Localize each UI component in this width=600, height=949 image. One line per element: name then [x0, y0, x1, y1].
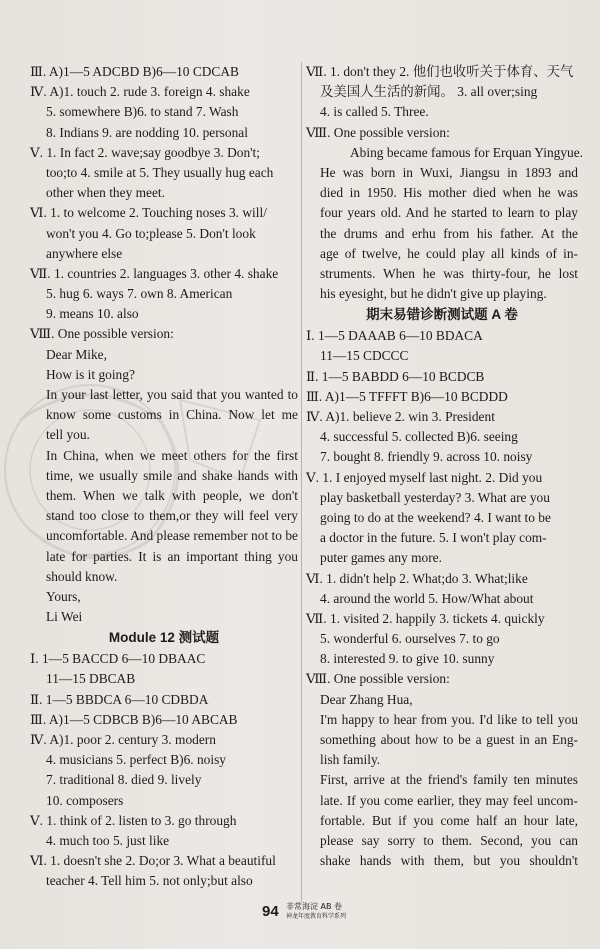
question-group-line: Ⅲ. A)1—5 TFFFT B)6—10 BCDDD: [306, 388, 508, 404]
answer-line: Abing became famous for Erquan Yingyue.: [350, 144, 584, 160]
answer-line: uncomfortable. And please remember not to be: [46, 528, 298, 544]
section-heading: Module 12 测试题: [108, 630, 220, 646]
question-group-line: Ⅷ. One possible version:: [306, 671, 450, 687]
question-group-line: Ⅷ. One possible version:: [306, 124, 450, 140]
question-group-line: Ⅵ. 1. to welcome 2. Touching noses 3. will/: [30, 205, 267, 221]
answer-line: fortable. But if you come half an hour late,: [320, 812, 578, 828]
question-group-line: Ⅴ. 1. think of 2. listen to 3. go through: [30, 812, 237, 828]
answer-line: lish family.: [320, 752, 381, 768]
answer-line: going to do at the weekend? 4. I want to be: [320, 509, 551, 525]
answer-line: please say sorry to them. Second, you can: [320, 832, 578, 848]
question-group-line: Ⅳ. A)1. touch 2. rude 3. foreign 4. shake: [30, 84, 250, 100]
question-group-line: Ⅴ. 1. I enjoyed myself last night. 2. Did you: [306, 469, 543, 485]
answer-line: How is it going?: [46, 366, 135, 382]
answer-line: know some customs in China. Now let me: [46, 407, 298, 423]
right-column: [306, 62, 584, 871]
answer-line: Dear Mike,: [46, 346, 107, 362]
question-group-line: Ⅵ. 1. didn't help 2. What;do 3. What;like: [306, 570, 528, 586]
answer-line: 4. is called 5. Three.: [320, 104, 429, 120]
answer-line: He was born in Wuxi, Jiangsu in 1893 and: [320, 164, 578, 180]
answer-line: anywhere else: [46, 245, 123, 261]
answer-line: First, arrive at the friend's family ten minutes: [320, 772, 578, 788]
answer-line: 4. musicians 5. perfect B)6. noisy: [46, 752, 226, 768]
question-group-line: Ⅷ. One possible version:: [30, 326, 174, 342]
answer-line: 5. hug 6. ways 7. own 8. American: [46, 286, 233, 302]
answer-line: 8. Indians 9. are nodding 10. personal: [46, 124, 248, 140]
answer-line: something about how to be a guest in an Eng-: [320, 732, 578, 747]
answer-line: Dear Zhang Hua,: [320, 691, 413, 707]
answer-line: his eyesight, but he didn't give up playing.: [320, 286, 547, 302]
answer-line: too;to 4. smile at 5. They usually hug each: [46, 164, 274, 180]
answer-line: In China, when we meet others for the first: [46, 447, 298, 463]
answer-line: should know.: [46, 568, 118, 584]
brand-title: 非常海淀 AB 卷: [286, 902, 343, 911]
question-group-line: Ⅲ. A)1—5 CDBCB B)6—10 ABCAB: [30, 711, 238, 727]
answer-line: time, we usually smile and shake hands with: [46, 467, 298, 483]
answer-line: 5. somewhere B)6. to stand 7. Wash: [46, 104, 239, 120]
answer-line: teacher 4. Tell him 5. not only;but also: [46, 873, 253, 889]
answer-line: struments. When he was thirty-four, he lost: [320, 265, 578, 281]
brand-subtitle: 神龙年度教育科学系列: [286, 913, 347, 920]
answer-line: 及美国人生活的新闻。 3. all over;sing: [320, 84, 538, 100]
answer-line: other when they meet.: [46, 185, 165, 201]
answer-line: age of twelve, he could play all kinds of in-: [320, 245, 578, 261]
answer-line: Li Wei: [46, 609, 83, 625]
question-group-line: Ⅰ. 1—5 BACCD 6—10 DBAAC: [30, 651, 206, 667]
question-group-line: Ⅱ. 1—5 BABDD 6—10 BCDCB: [306, 368, 485, 384]
page-number: 94: [262, 903, 279, 920]
answer-line: 7. traditional 8. died 9. lively: [46, 772, 202, 788]
answer-line: stand too close to them,or they will feel very: [46, 508, 298, 524]
answer-line: puter games any more.: [320, 550, 442, 566]
answer-line: 10. composers: [46, 792, 124, 808]
answer-line: 7. bought 8. friendly 9. across 10. noisy: [320, 449, 533, 465]
question-group-line: Ⅲ. A)1—5 ADCBD B)6—10 CDCAB: [30, 64, 239, 79]
question-group-line: Ⅶ. 1. don't they 2. 他们也收听关于体育、天气: [306, 64, 574, 79]
answer-line: a doctor in the future. 5. I won't play com-: [320, 530, 547, 546]
answer-line: shake hands with them, but you shouldn't: [320, 853, 578, 869]
answer-line: late for parties. It is an important thing you: [46, 548, 298, 564]
question-group-line: Ⅱ. 1—5 BBDCA 6—10 CDBDA: [30, 691, 209, 707]
question-group-line: Ⅶ. 1. visited 2. happily 3. tickets 4. quickly: [306, 610, 545, 626]
brand-logo: [286, 902, 346, 922]
column-divider: [301, 62, 302, 902]
answer-line: tell you.: [46, 427, 90, 443]
page-footer: [0, 897, 600, 927]
section-heading: 期末易错诊断测试题 A 卷: [366, 307, 518, 323]
answer-line: In your last letter, you said that you wanted to: [46, 387, 298, 402]
answer-line: 4. around the world 5. How/What about: [320, 590, 534, 606]
answer-line: play basketball yesterday? 3. What are you: [320, 489, 550, 505]
answer-line: 9. means 10. also: [46, 306, 139, 322]
answer-line: late. If you come earlier, they may feel uncom-: [320, 792, 578, 808]
answer-line: 4. successful 5. collected B)6. seeing: [320, 429, 518, 445]
answer-line: 11—15 CDCCC: [320, 348, 409, 364]
answer-line: 5. wonderful 6. ourselves 7. to go: [320, 631, 500, 647]
answer-line: 4. much too 5. just like: [46, 832, 170, 848]
answer-line: 11—15 DBCAB: [46, 671, 136, 687]
question-group-line: Ⅳ. A)1. poor 2. century 3. modern: [30, 732, 216, 747]
answer-line: Yours,: [46, 588, 81, 604]
answer-line: I'm happy to hear from you. I'd like to tell you: [320, 711, 578, 727]
question-group-line: Ⅰ. 1—5 DAAAB 6—10 BDACA: [306, 328, 483, 344]
question-group-line: Ⅵ. 1. doesn't she 2. Do;or 3. What a beautiful: [30, 853, 276, 869]
answer-line: died in 1950. His mother died when he was: [320, 185, 578, 201]
question-group-line: Ⅴ. 1. In fact 2. wave;say goodbye 3. Don't;: [30, 144, 261, 160]
answer-line: won't you 4. Go to;please 5. Don't look: [46, 225, 256, 241]
left-column: [30, 62, 298, 892]
answer-line: the drums and erhu from his father. At the: [320, 225, 578, 241]
answer-line: them. When we talk with people, we don't: [46, 487, 298, 503]
question-group-line: Ⅳ. A)1. believe 2. win 3. President: [306, 409, 495, 424]
question-group-line: Ⅶ. 1. countries 2. languages 3. other 4. shake: [30, 265, 279, 281]
answer-line: 8. interested 9. to give 10. sunny: [320, 651, 495, 667]
answer-line: four years old. And he started to learn to play: [320, 205, 578, 221]
